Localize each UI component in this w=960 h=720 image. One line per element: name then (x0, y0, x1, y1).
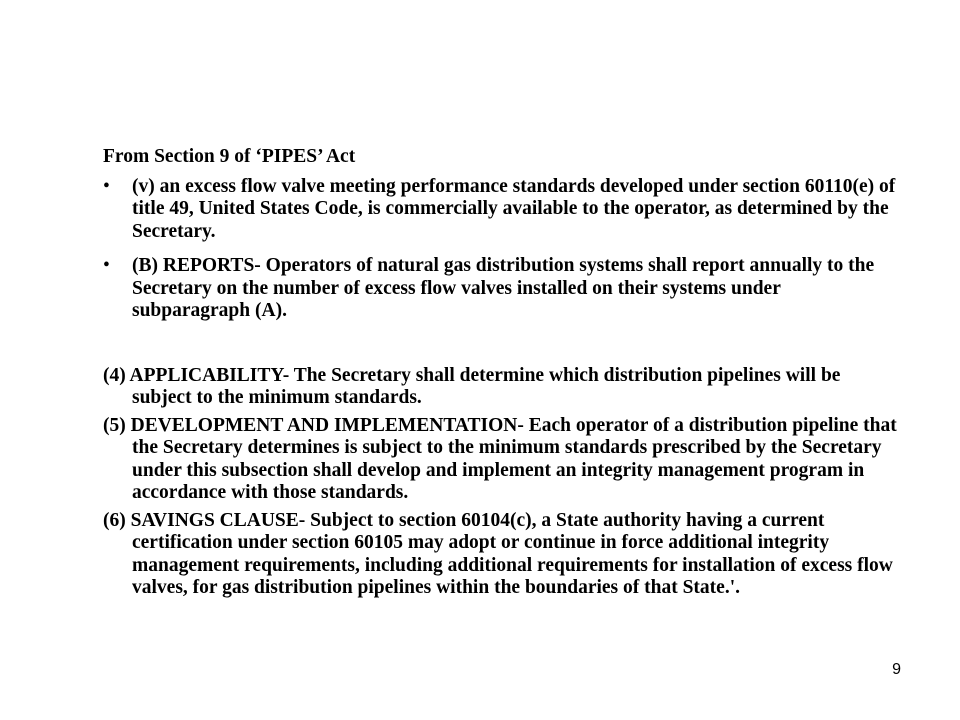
bullet-text: (v) an excess flow valve meeting performance standards developed under section 60110(e) of title 49, United States Code, is commercially available to the operator, as determined by the Secretary. (132, 175, 896, 242)
bullet-text: (B) REPORTS- Operators of natural gas distribution systems shall report annually to the Secretary on the number of excess flow valves installed on their systems under subparagraph (A). (132, 255, 875, 321)
paragraph-development: (5) DEVELOPMENT AND IMPLEMENTATION- Each operator of a distribution pipeline that the Secretary determines is subject to the minimum standards prescribed by the Secretary under this subsection shall develop and implement an integrity management program in accordance with those standards. (103, 414, 897, 503)
paragraph-savings-clause: (6) SAVINGS CLAUSE- Subject to section 60104(c), a State authority having a current certification under section 60105 may adopt or continue in force additional integrity management requirements, including additional requirements for installation of excess flow valves, for gas distribution pipelines within the boundaries of that State.'. (103, 509, 893, 598)
section-spacer (103, 335, 903, 365)
paragraph-applicability: (4) APPLICABILITY- The Secretary shall determine which distribution pipelines will be subject to the minimum standards. (103, 364, 841, 408)
page-number: 9 (892, 661, 901, 678)
bullet-marker: • (103, 175, 110, 197)
slide-body (103, 146, 903, 605)
bullet-item-reports (103, 255, 903, 323)
slide-heading: From Section 9 of ‘PIPES’ Act (103, 146, 356, 167)
bullet-marker: • (103, 255, 110, 276)
bullet-item-v (103, 176, 903, 244)
